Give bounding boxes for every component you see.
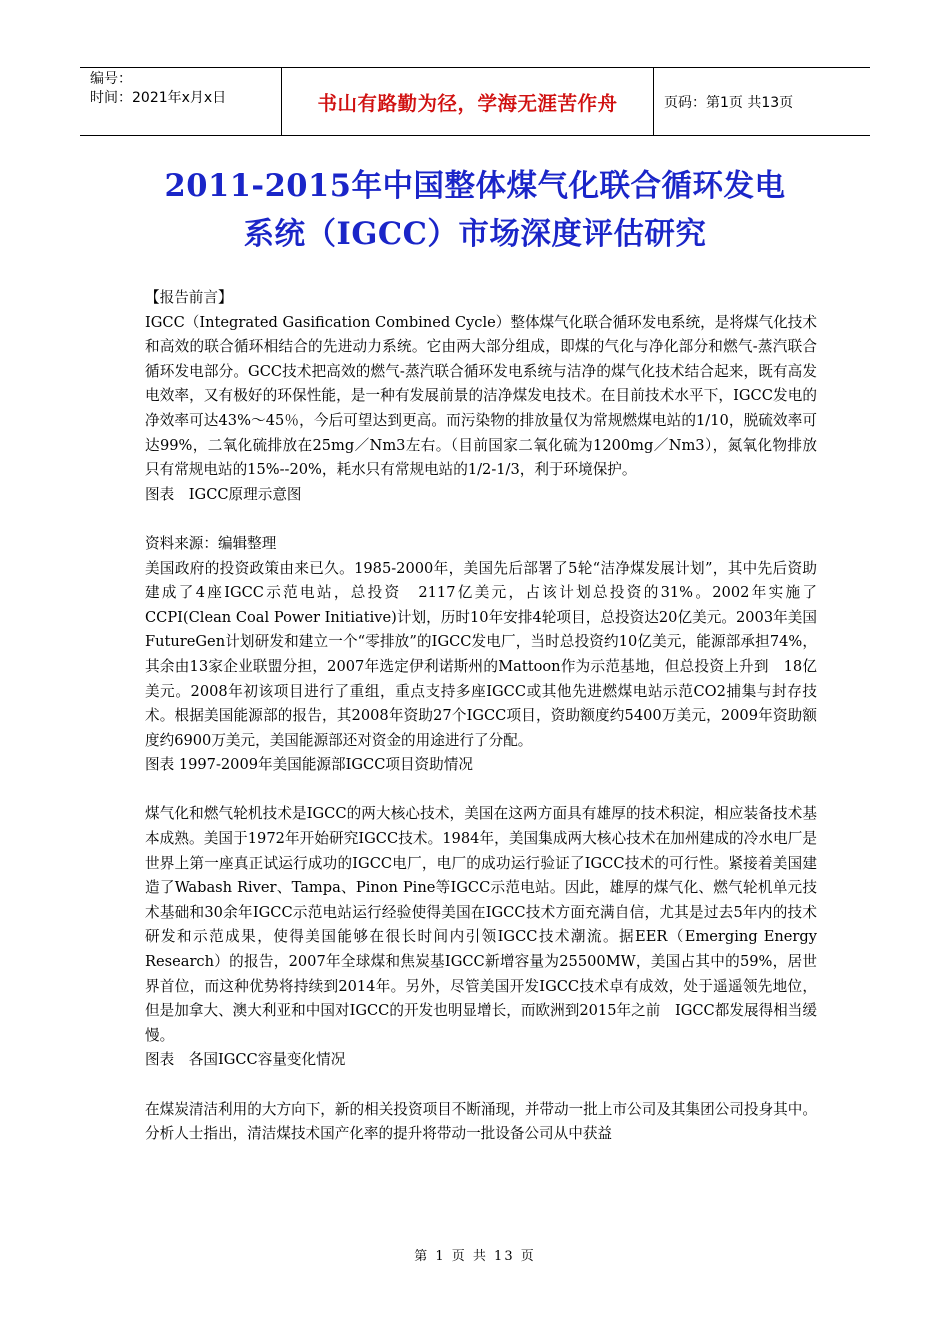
source-note: 资料来源：编辑整理	[145, 534, 277, 552]
header-page-info: 页码：第1页 共13页	[664, 94, 794, 111]
document-title	[80, 162, 870, 258]
page-footer: 第 1 页 共 13 页	[414, 1249, 536, 1264]
time-label: 时间：2021年x月x日	[90, 90, 227, 106]
figure-placeholder	[145, 778, 817, 803]
figure-placeholder	[145, 507, 817, 532]
paragraph-investment: 在煤炭清洁利用的大方向下，新的相关投资项目不断涌现，并带动一批上市公司及其集团公司投身其中。分析人士指出，清洁煤技术国产化率的提升将带动一批设备公司从中获益	[145, 1100, 817, 1143]
paragraph-core-tech: 煤气化和燃气轮机技术是IGCC的两大核心技术，美国在这两方面具有雄厚的技术积淀，相应装备技术基本成熟。美国于1972年开始研究IGCC技术。1984年，美国集成两大核心技术在加州建成的冷水电厂是世界上第一座真正试运行成功的IGCC电厂，电厂的成功运行验证了IGCC技术的可行性。紧接着美国建造了Wabash River、Tampa、Pinon Pine等IGCC示范电站。因此，雄厚的煤气化、燃气轮机单元技术基础和30余年IGCC示范电站运行经验使得美国在IGCC技术方面充满自信，尤其是过去5年内的技术研发和示范成果，使得美国能够在很长时间内引领IGCC技术潮流。据EER（Emerging Energy Research）的报告，2007年全球煤和焦炭基IGCC新增容量为25500MW，美国占其中的59%，居世界首位，而这种优势将持续到2014年。另外，尽管美国开发IGCC技术卓有成效，处于遥遥领先地位，但是加拿大、澳大利亚和中国对IGCC的开发也明显增长，而欧洲到2015年之前 IGCC都发展得相当缓慢。	[145, 805, 817, 1044]
figure-caption-principle: 图表 IGCC原理示意图	[145, 485, 302, 503]
paragraph-intro: IGCC（Integrated Gasification Combined Cycle）整体煤气化联合循环发电系统，是将煤气化技术和高效的联合循环相结合的先进动力系统。它由两大部分组成，即煤的气化与净化部分和燃气-蒸汽联合循环发电部分。GCC技术把高效的燃气-蒸汽联合循环发电系统与洁净的煤气化技术结合起来，既有高发电效率，又有极好的环保性能，是一种有发展前景的洁净煤发电技术。在目前技术水平下，IGCC发电的净效率可达43%～45％，今后可望达到更高。而污染物的排放量仅为常规燃煤电站的1/10，脱硫效率可达99%，二氧化硫排放在25mg／Nm3左右。（目前国家二氧化硫为1200mg／Nm3），氮氧化物排放只有常规电站的15%--20%，耗水只有常规电站的1/2-1/3，利于环境保护。	[145, 313, 817, 479]
preface-heading: 【报告前言】	[145, 289, 233, 306]
figure-caption-capacity: 图表 各国IGCC容量变化情况	[145, 1051, 346, 1069]
figure-placeholder	[145, 1073, 817, 1098]
number-label: 编号：	[90, 71, 132, 87]
header-info-cell	[80, 68, 282, 135]
paragraph-us-policy: 美国政府的投资政策由来已久。1985-2000年，美国先后部署了5轮“洁净煤发展计划”，其中先后资助建成了4座IGCC示范电站，总投资 2117亿美元，占该计划总投资的31%。2002年实施了CCPI(Clean Coal Power Initiative)计划，历时10年安排4轮项目，总投资达20亿美元。2003年美国FutureGen计划研发和建立一个“零排放”的IGCC发电厂，当时总投资约10亿美元，能源部承担74%，其余由13家企业联盟分担，2007年选定伊利诺斯州的Mattoon作为示范基地，但总投资上升到 18亿美元。2008年初该项目进行了重组，重点支持多座IGCC或其他先进燃煤电站示范CO2捕集与封存技术。根据美国能源部的报告，其2008年资助27个IGCC项目，资助额度约5400万美元，2009年资助额度约6900万美元，美国能源部还对资金的用途进行了分配。	[145, 559, 817, 749]
document-body	[145, 286, 817, 1147]
figure-caption-funding: 图表 1997-2009年美国能源部IGCC项目资助情况	[145, 756, 473, 774]
header-motto: 书山有路勤为径，学海无涯苦作舟	[282, 68, 654, 135]
title-line-2: 系统（IGCC）市场深度评估研究	[243, 216, 707, 252]
title-line-1: 2011-2015年中国整体煤气化联合循环发电	[164, 168, 786, 204]
header-table	[80, 67, 870, 136]
